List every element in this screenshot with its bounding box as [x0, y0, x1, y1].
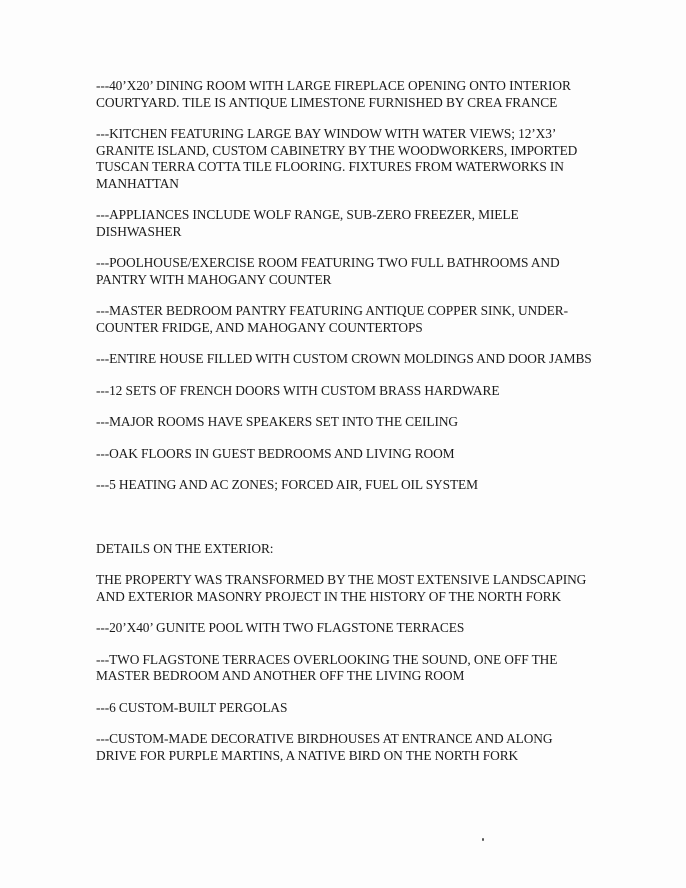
exterior-item-pergolas: ---6 CUSTOM-BUILT PERGOLAS	[96, 699, 288, 715]
interior-item-poolhouse: ---POOLHOUSE/EXERCISE ROOM FEATURING TWO FULL BATHROOMS AND PANTRY WITH MAHOGANY COUNTER	[96, 255, 560, 287]
scan-speck	[482, 838, 484, 841]
interior-item-speakers: ---MAJOR ROOMS HAVE SPEAKERS SET INTO THE CEILING	[96, 414, 459, 429]
interior-item-appliances: ---APPLIANCES INCLUDE WOLF RANGE, SUB-ZERO FREEZER, MIELE DISHWASHER	[96, 207, 519, 239]
interior-item-master-pantry: ---MASTER BEDROOM PANTRY FEATURING ANTIQUE COPPER SINK, UNDER-COUNTER FRIDGE, AND MAHOGANY COUNTERTOPS	[96, 303, 568, 335]
interior-item-moldings: ---ENTIRE HOUSE FILLED WITH CUSTOM CROWN MOLDINGS AND DOOR JAMBS	[96, 351, 592, 366]
document-body	[96, 78, 596, 779]
interior-item-heating: ---5 HEATING AND AC ZONES; FORCED AIR, FUEL OIL SYSTEM	[96, 477, 478, 492]
exterior-item-terraces: ---TWO FLAGSTONE TERRACES OVERLOOKING THE SOUND, ONE OFF THE MASTER BEDROOM AND ANOTHER OFF THE LIVING ROOM	[96, 651, 558, 683]
exterior-heading: DETAILS ON THE EXTERIOR:	[96, 540, 274, 556]
interior-item-oak-floors: ---OAK FLOORS IN GUEST BEDROOMS AND LIVING ROOM	[96, 445, 455, 461]
interior-item-kitchen: ---KITCHEN FEATURING LARGE BAY WINDOW WITH WATER VIEWS; 12’X3’ GRANITE ISLAND, CUSTOM CABINETRY BY THE WOODWORKERS, IMPORTED TUSCAN TERRA COTTA TILE FLOORING. FIXTURES FROM WATERWORKS IN MANHATTAN	[96, 126, 578, 191]
section-spacer	[96, 509, 596, 541]
interior-item-dining-room: ---40’X20’ DINING ROOM WITH LARGE FIREPLACE OPENING ONTO INTERIOR COURTYARD. TILE IS ANTIQUE LIMESTONE FURNISHED BY CREA FRANCE	[96, 78, 571, 110]
exterior-intro: THE PROPERTY WAS TRANSFORMED BY THE MOST EXTENSIVE LANDSCAPING AND EXTERIOR MASONRY PROJECT IN THE HISTORY OF THE NORTH FORK	[96, 572, 587, 604]
exterior-item-pool: ---20’X40’ GUNITE POOL WITH TWO FLAGSTONE TERRACES	[96, 620, 465, 635]
interior-item-french-doors: ---12 SETS OF FRENCH DOORS WITH CUSTOM BRASS HARDWARE	[96, 382, 500, 398]
exterior-item-birdhouses: ---CUSTOM-MADE DECORATIVE BIRDHOUSES AT ENTRANCE AND ALONG DRIVE FOR PURPLE MARTINS, A NATIVE BIRD ON THE NORTH FORK	[96, 731, 553, 763]
